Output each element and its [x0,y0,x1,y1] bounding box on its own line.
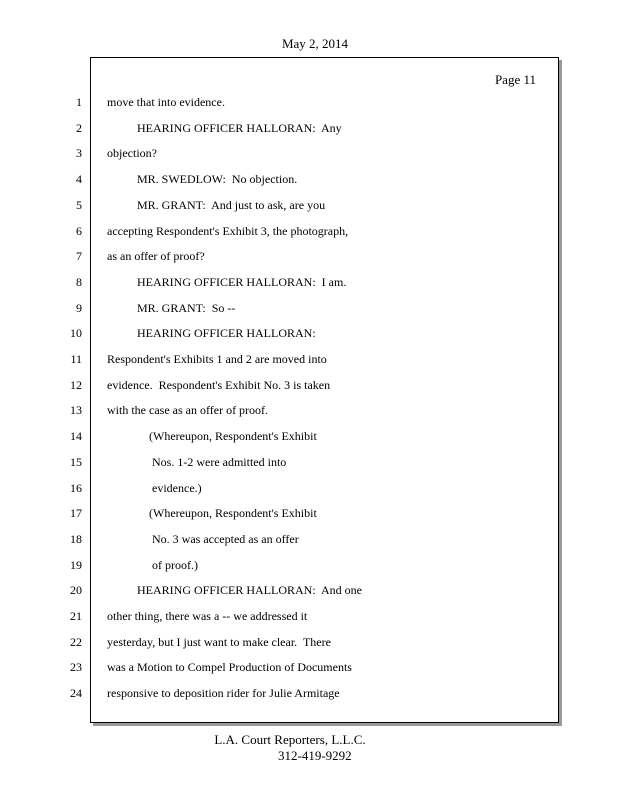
transcript-line: yesterday, but I just want to make clear. There [107,635,331,649]
line-number: 14 [70,429,82,443]
transcript-line: HEARING OFFICER HALLORAN: Any [107,121,342,135]
transcript-line: as an offer of proof? [107,249,205,263]
line-number: 15 [70,455,82,469]
transcript-line: with the case as an offer of proof. [107,403,269,417]
line-number: 4 [76,172,82,186]
transcript-line: evidence. Respondent's Exhibit No. 3 is taken [107,378,331,392]
transcript-line: No. 3 was accepted as an offer [107,532,299,546]
line-number: 3 [76,146,82,160]
line-number: 11 [70,352,82,366]
line-number: 17 [70,506,82,520]
transcript-line: (Whereupon, Respondent's Exhibit [107,506,317,520]
transcript-line: MR. SWEDLOW: No objection. [107,172,298,186]
transcript-line: objection? [107,146,157,160]
transcript-line: MR. GRANT: So -- [107,301,236,315]
transcript-line: Nos. 1-2 were admitted into [107,455,287,469]
transcript-line: Respondent's Exhibits 1 and 2 are moved into [107,352,327,366]
footer-company: L.A. Court Reporters, L.L.C. [214,732,366,747]
footer-phone: 312-419-9292 [278,748,352,763]
transcript-line: was a Motion to Compel Production of Documents [107,660,352,674]
line-number: 7 [76,249,82,263]
line-number: 6 [76,224,82,238]
line-number: 8 [76,275,82,289]
line-number: 23 [70,660,82,674]
transcript-line: of proof.) [107,558,198,572]
transcript-line: HEARING OFFICER HALLORAN: And one [107,583,362,597]
transcript-line: other thing, there was a -- we addressed it [107,609,308,623]
transcript-line: evidence.) [107,481,202,495]
line-number: 21 [70,609,82,623]
line-number: 13 [70,403,82,417]
header-date: May 2, 2014 [281,36,349,51]
line-number: 24 [70,686,82,700]
line-number: 1 [76,95,82,109]
transcript-line: accepting Respondent's Exhibit 3, the photograph, [107,224,349,238]
page-number: Page 11 [494,72,536,87]
line-number: 12 [70,378,82,392]
transcript-line: HEARING OFFICER HALLORAN: [107,326,316,340]
line-number: 19 [70,558,82,572]
line-number: 16 [70,481,82,495]
line-number: 20 [70,583,82,597]
line-number: 9 [76,301,82,315]
transcript-line: HEARING OFFICER HALLORAN: I am. [107,275,347,289]
transcript-line: MR. GRANT: And just to ask, are you [107,198,326,212]
transcript-line: move that into evidence. [107,95,225,109]
line-number: 5 [76,198,82,212]
transcript-line: responsive to deposition rider for Julie Armitage [107,686,340,700]
line-number: 18 [70,532,82,546]
transcript-line: (Whereupon, Respondent's Exhibit [107,429,317,443]
line-number: 2 [76,121,82,135]
line-number: 10 [70,326,82,340]
line-number: 22 [70,635,82,649]
